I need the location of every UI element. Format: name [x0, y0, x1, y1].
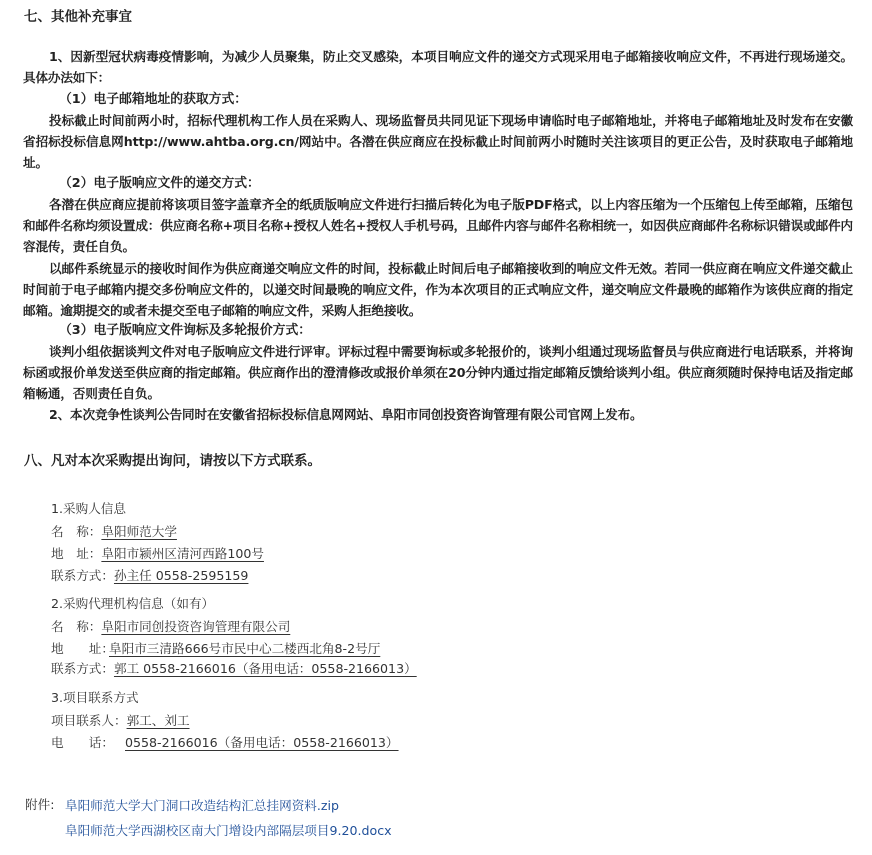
agency-contact-value: 郭工 0558-2166016（备用电话：0558-2166013）	[113, 661, 417, 676]
purchaser-address-label: 地 址：	[51, 546, 102, 561]
agency-contact-row	[51, 659, 417, 679]
section-8-title: 八、凡对本次采购提出询问，请按以下方式联系。	[24, 453, 321, 469]
attachment-link-docx[interactable]: 阜阳师范大学西湖校区南大门增设内部隔层项目9.20.docx	[65, 823, 392, 838]
purchaser-name-label: 名 称：	[51, 524, 102, 539]
project-person-label: 项目联系人：	[51, 713, 127, 728]
purchaser-name-value: 阜阳师范大学	[101, 524, 177, 539]
attachments-label: 附件:	[25, 797, 55, 812]
purchaser-name-row	[51, 522, 177, 542]
agency-info-heading: 2.采购代理机构信息（如有）	[51, 596, 215, 611]
agency-name-label: 名 称：	[51, 619, 102, 634]
project-phone-row	[51, 733, 399, 753]
subsection-inquiry-text: 谈判小组依据谈判文件对电子版响应文件进行评审。评标过程中需要询标或多轮报价的，谈判小组通过现场监督员与供应商进行电话联系，并将询标函或报价单发送至供应商的指定邮箱。供应商作出的澄清修改或报价单须在20分钟内通过指定邮箱反馈给谈判小组。供应商须随时保持电话及指定邮箱畅通，否则责任自负。	[23, 344, 853, 401]
subsection-submission-title: （2）电子版响应文件的递交方式：	[59, 176, 260, 191]
purchaser-contact-row	[51, 566, 248, 586]
subsection-submission-text-1: 各潜在供应商应提前将该项目签字盖章齐全的纸质版响应文件进行扫描后转化为电子版PDF格式，以上内容压缩为一个压缩包上传至邮箱，压缩包和邮件名称均须设置成：供应商名称+项目名称+授权人姓名+授权人手机号码，且邮件内容与邮件名称相统一，如因供应商邮件名称标识错误或邮件内容混传，责任自负。	[23, 197, 853, 254]
attachment-link-zip[interactable]: 阜阳师范大学大门洞口改造结构汇总挂网资料.zip	[65, 798, 339, 813]
subsection-inquiry-title: （3）电子版响应文件询标及多轮报价方式：	[59, 323, 312, 338]
agency-address-label: 地 址：	[51, 641, 114, 656]
purchaser-info-heading: 1.采购人信息	[51, 501, 126, 516]
agency-name-row	[51, 617, 290, 637]
project-contact-heading: 3.项目联系方式	[51, 690, 139, 705]
agency-address-value: 阜阳市三清路666号市民中心二楼西北角8-2号厅	[109, 641, 381, 656]
purchaser-contact-value: 孙主任 0558-2595159	[113, 568, 249, 583]
agency-contact-label: 联系方式：	[51, 661, 114, 676]
section-7-paragraph-2: 2、本次竞争性谈判公告同时在安徽省招标投标信息网网站、阜阳市同创投资咨询管理有限公司官网上发布。	[49, 407, 643, 422]
subsection-email-address-title: （1）电子邮箱地址的获取方式：	[59, 92, 248, 107]
project-phone-value: 0558-2166016（备用电话：0558-2166013）	[125, 735, 399, 750]
project-person-row	[51, 711, 190, 731]
purchaser-address-value: 阜阳市颍州区清河西路100号	[101, 546, 264, 561]
agency-name-value: 阜阳市同创投资咨询管理有限公司	[101, 619, 291, 634]
project-person-value: 郭工、刘工	[126, 713, 190, 728]
agency-address-row	[51, 639, 380, 659]
purchaser-address-row	[51, 544, 264, 564]
purchaser-contact-label: 联系方式：	[51, 568, 114, 583]
section-7-paragraph-1: 1、因新型冠状病毒疫情影响，为减少人员聚集，防止交叉感染，本项目响应文件的递交方式现采用电子邮箱接收响应文件，不再进行现场递交。具体办法如下：	[23, 49, 853, 85]
subsection-email-address-text: 投标截止时间前两小时，招标代理机构工作人员在采购人、现场监督员共同见证下现场申请临时电子邮箱地址，并将电子邮箱地址及时发布在安徽省招标投标信息网http://www.ahtba.org.cn/网站中。各潜在供应商应在投标截止时间前两小时随时关注该项目的更正公告，及时获取电子邮箱地址。	[23, 113, 853, 170]
section-7-title: 七、其他补充事宜	[24, 9, 132, 25]
subsection-submission-text-2: 以邮件系统显示的接收时间作为供应商递交响应文件的时间，投标截止时间后电子邮箱接收到的响应文件无效。若同一供应商在响应文件递交截止时间前于电子邮箱内提交多份响应文件的，以递交时间最晚的响应文件，作为本次项目的正式响应文件，递交响应文件最晚的邮箱作为该供应商的指定邮箱。逾期提交的或者未提交至电子邮箱的响应文件，采购人拒绝接收。	[23, 261, 853, 318]
project-phone-label: 电 话：	[51, 735, 114, 750]
